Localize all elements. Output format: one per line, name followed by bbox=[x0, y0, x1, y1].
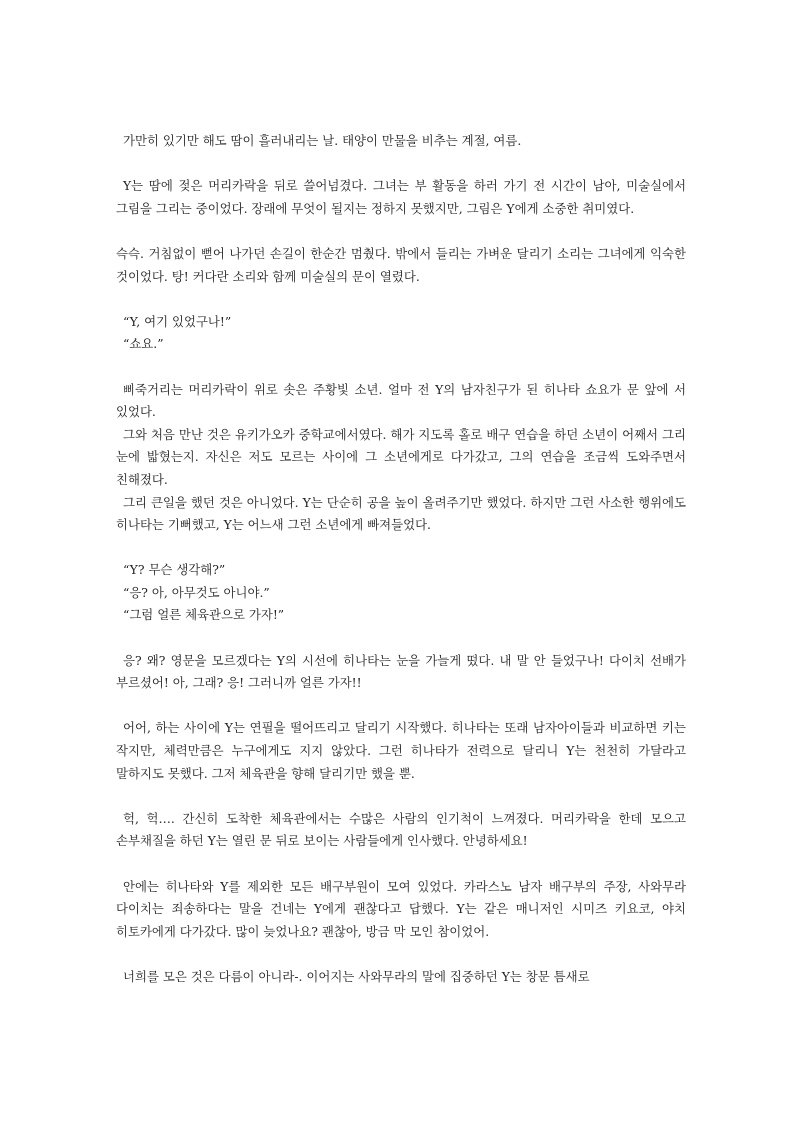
dialogue-line: “Y, 여기 있었구나!” bbox=[123, 313, 232, 329]
paragraph-6 bbox=[116, 717, 686, 785]
dialogue-block-2 bbox=[116, 559, 686, 627]
paragraph-line: 너희를 모은 것은 다름이 아니라-. 이어지는 사와무라의 말에 집중하던 Y는 창문 틈새로 bbox=[123, 968, 590, 984]
paragraph-line: 안에는 히나타와 Y를 제외한 모든 배구부원이 모여 있었다. 카라스노 남자 배구부의 주장, 사와무라 다이치는 죄송하다는 말을 건네는 Y에게 괜찮다고 답했다. Y는 같은 매니저인 시미즈 키요코, 야치 히토카에게 다가갔다. 많이 늦었나요? 괜찮아, 방금 막 모인 참이었어. bbox=[116, 878, 686, 939]
paragraph-2 bbox=[116, 175, 686, 220]
paragraph-line: 삐죽거리는 머리카락이 위로 솟은 주황빛 소년. 얼마 전 Y의 남자친구가 된 히나타 쇼요가 문 앞에 서 있었다. bbox=[116, 381, 686, 420]
dialogue-block-1 bbox=[116, 311, 686, 356]
paragraph-line: 헉, 헉…. 간신히 도착한 체육관에서는 수많은 사람의 인기척이 느껴졌다. 머리카락을 한데 모으고 손부채질을 하던 Y는 열린 문 뒤로 보이는 사람들에게 인사했다. 안녕하세요! bbox=[116, 810, 686, 849]
paragraph-line: 그리 큰일을 했던 것은 아니었다. Y는 단순히 공을 높이 올려주기만 했었다. 하지만 그런 사소한 행위에도 히나타는 기뻐했고, Y는 어느새 그런 소년에게 빠져들었다. bbox=[116, 494, 686, 533]
paragraph-line: Y는 땀에 젖은 머리카락을 뒤로 쓸어넘겼다. 그녀는 부 활동을 하러 가기 전 시간이 남아, 미술실에서 그림을 그리는 중이었다. 장래에 무엇이 될지는 정하지 못했지만, 그림은 Y에게 소중한 취미였다. bbox=[116, 178, 686, 216]
paragraph-line: 그와 처음 만난 것은 유키가오카 중학교에서였다. 해가 지도록 홀로 배구 연습을 하던 소년이 어째서 그리 눈에 밟혔는지. 자신은 저도 모르는 사이에 그 소년에게로 다가갔고, 그의 연습을 조금씩 도와주면서 친해졌다. bbox=[116, 426, 686, 487]
paragraph-5 bbox=[116, 650, 686, 695]
paragraph-1 bbox=[116, 130, 686, 153]
paragraph-7 bbox=[116, 808, 686, 853]
paragraph-line: 어어, 하는 사이에 Y는 연필을 떨어뜨리고 달리기 시작했다. 히나타는 또래 남자아이들과 비교하면 키는 작지만, 체력만큼은 누구에게도 지지 않았다. 그런 히나타가 전력으로 달리니 Y는 천천히 가달라고 말하지도 못했다. 그저 체육관을 향해 달리기만 했을 뿐. bbox=[116, 720, 686, 781]
paragraph-4 bbox=[116, 379, 686, 537]
paragraph-9 bbox=[116, 966, 686, 989]
dialogue-line: “응? 아, 아무것도 아니야.” bbox=[123, 584, 270, 600]
paragraph-8 bbox=[116, 876, 686, 944]
paragraph-line: 슥슥. 거침없이 뻗어 나가던 손길이 한순간 멈췄다. 밖에서 들리는 가벼운 달리기 소리는 그녀에게 익숙한 것이었다. 탕! 커다란 소리와 함께 미술실의 문이 열렸다. bbox=[116, 245, 686, 284]
paragraph-line: 가만히 있기만 해도 땀이 흘러내리는 날. 태양이 만물을 비추는 계절, 여름. bbox=[123, 133, 522, 148]
dialogue-line: “쇼요.” bbox=[123, 336, 164, 352]
document-body bbox=[116, 130, 686, 989]
dialogue-line: “그럼 얼른 체육관으로 가자!” bbox=[123, 607, 285, 623]
paragraph-3 bbox=[116, 243, 686, 288]
paragraph-line: 응? 왜? 영문을 모르겠다는 Y의 시선에 히나타는 눈을 가늘게 떴다. 내 말 안 들었구나! 다이치 선배가 부르셨어! 아, 그래? 응! 그러니까 얼른 가자!! bbox=[116, 652, 686, 691]
dialogue-line: “Y? 무슨 생각해?” bbox=[123, 562, 226, 578]
